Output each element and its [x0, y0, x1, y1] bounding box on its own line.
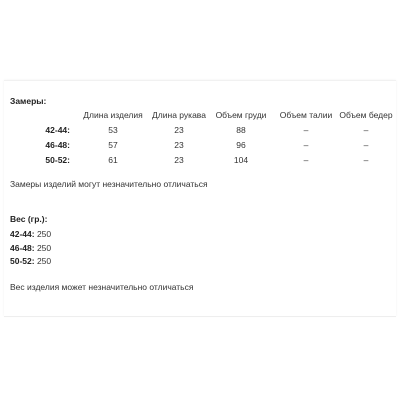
weight-title: Вес (гр.):: [10, 214, 48, 224]
table-header-cell: Объем бедер: [339, 109, 393, 120]
list-item: [10, 228, 51, 242]
sheet-top-edge: [4, 80, 396, 81]
table-cell: –: [303, 139, 309, 150]
table-header-row: [40, 107, 396, 122]
table-header-cell: Объем груди: [215, 109, 267, 120]
table-cell: 61: [108, 154, 118, 165]
table-header-cell: Длина рукава: [152, 109, 206, 120]
table-row: [40, 137, 396, 152]
table-cell: 23: [174, 139, 184, 150]
list-item: [10, 242, 51, 256]
table-cell: –: [363, 154, 369, 165]
table-cell: 104: [233, 154, 249, 165]
table-cell: 57: [108, 139, 118, 150]
weight-value: 250: [36, 242, 52, 253]
table-cell: –: [303, 124, 309, 135]
table-cell: –: [363, 124, 369, 135]
table-cell: 53: [108, 124, 118, 135]
weight-value: 250: [36, 256, 52, 266]
measurements-table: [40, 107, 396, 167]
table-cell: 23: [174, 154, 184, 165]
table-row: [40, 122, 396, 137]
table-cell: –: [363, 139, 369, 150]
list-item: [10, 255, 51, 269]
table-cell: 23: [174, 124, 184, 135]
table-row-size: 50-52:: [45, 154, 70, 165]
table-row-size: 42-44:: [45, 124, 70, 135]
table-header-cell: Длина изделия: [83, 109, 143, 120]
table-header-cell: Объем талии: [279, 109, 333, 120]
measurements-note: Замеры изделий могут незначительно отличаться: [10, 179, 208, 189]
weight-note: Вес изделия может незначительно отличаться: [10, 282, 194, 292]
weight-list: [10, 228, 51, 269]
weight-size: 42-44:: [10, 229, 35, 239]
weight-size: 46-48:: [10, 242, 35, 253]
weight-value: 250: [36, 229, 52, 239]
weight-size: 50-52:: [10, 256, 35, 266]
table-row-size: 46-48:: [45, 139, 70, 150]
table-header-size: [40, 107, 74, 122]
measurements-title: Замеры:: [10, 96, 47, 106]
table-cell: 96: [236, 139, 246, 150]
table-row: [40, 152, 396, 167]
table-cell: 88: [236, 124, 246, 135]
sheet-bottom-edge: [4, 316, 396, 317]
table-cell: –: [303, 154, 309, 165]
